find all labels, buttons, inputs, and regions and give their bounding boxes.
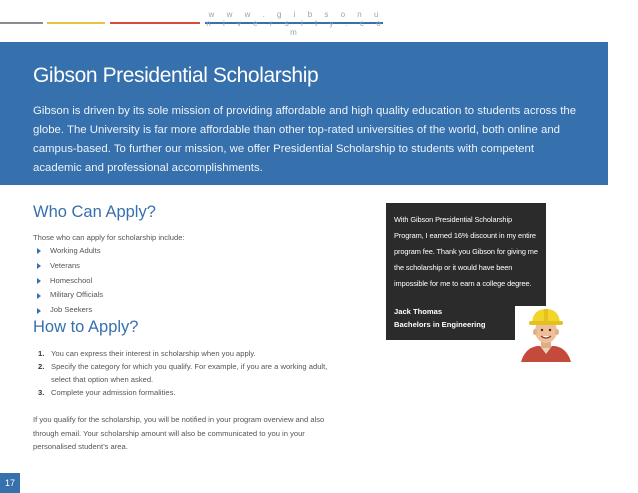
who-intro: Those who can apply for scholarship include: — [33, 233, 185, 242]
who-can-apply-heading: Who Can Apply? — [33, 203, 156, 221]
list-item: Job Seekers — [37, 303, 103, 318]
top-rule-gray — [0, 22, 43, 24]
student-avatar-icon — [515, 306, 577, 362]
testimonial-name: Jack Thomas — [394, 307, 443, 316]
list-item: Military Officials — [37, 288, 103, 303]
list-item: Working Adults — [37, 244, 103, 259]
list-item: 1. You can express their interest in scholarship when you apply. — [38, 349, 256, 358]
list-item: 3. Complete your admission formalities. — [38, 388, 176, 397]
testimonial-quote: With Gibson Presidential Scholarship Program, I earned 16% discount in my entire program fee. Thank you Gibson for giving me the scholarship or it would have been impossible for me to earn a college degree. — [394, 215, 538, 288]
top-rule-red — [110, 22, 200, 24]
testimonial-title: Bachelors in Engineering — [394, 320, 486, 329]
how-to-apply-heading: How to Apply? — [33, 318, 139, 336]
bullet-triangle-icon — [37, 308, 41, 314]
bullet-triangle-icon — [37, 248, 41, 254]
page-number: 17 — [0, 473, 20, 493]
hero-banner — [0, 42, 608, 185]
list-item: Veterans — [37, 259, 103, 274]
hero-description: Gibson is driven by its sole mission of providing affordable and high quality education to students across the globe. The University is far more affordable than other top-rated universities of the world, both online and campus-based. To further our mission, we offer Presidential Scholarship to students with competent academic and professional accomplishments. — [33, 105, 577, 174]
list-item: 2. Specify the category for which you qualify. For example, if you are a working adult, select that option when asked. — [38, 362, 328, 384]
bullet-triangle-icon — [37, 278, 41, 284]
list-item: Homeschool — [37, 274, 103, 289]
bullet-triangle-icon — [37, 293, 41, 299]
website-url: w w w . g i b s o n u n i v e r s i t y . c o m — [206, 10, 386, 37]
notification-note: If you qualify for the scholarship, you will be notified in your program overview and also through email. Your scholarship amount will also be communicated to you in your personalised student’s area. — [33, 415, 325, 451]
top-rule-yellow — [47, 22, 105, 24]
page-title: Gibson Presidential Scholarship — [33, 64, 319, 87]
eligibility-list — [37, 244, 103, 318]
steps-list — [38, 347, 333, 399]
bullet-triangle-icon — [37, 263, 41, 269]
